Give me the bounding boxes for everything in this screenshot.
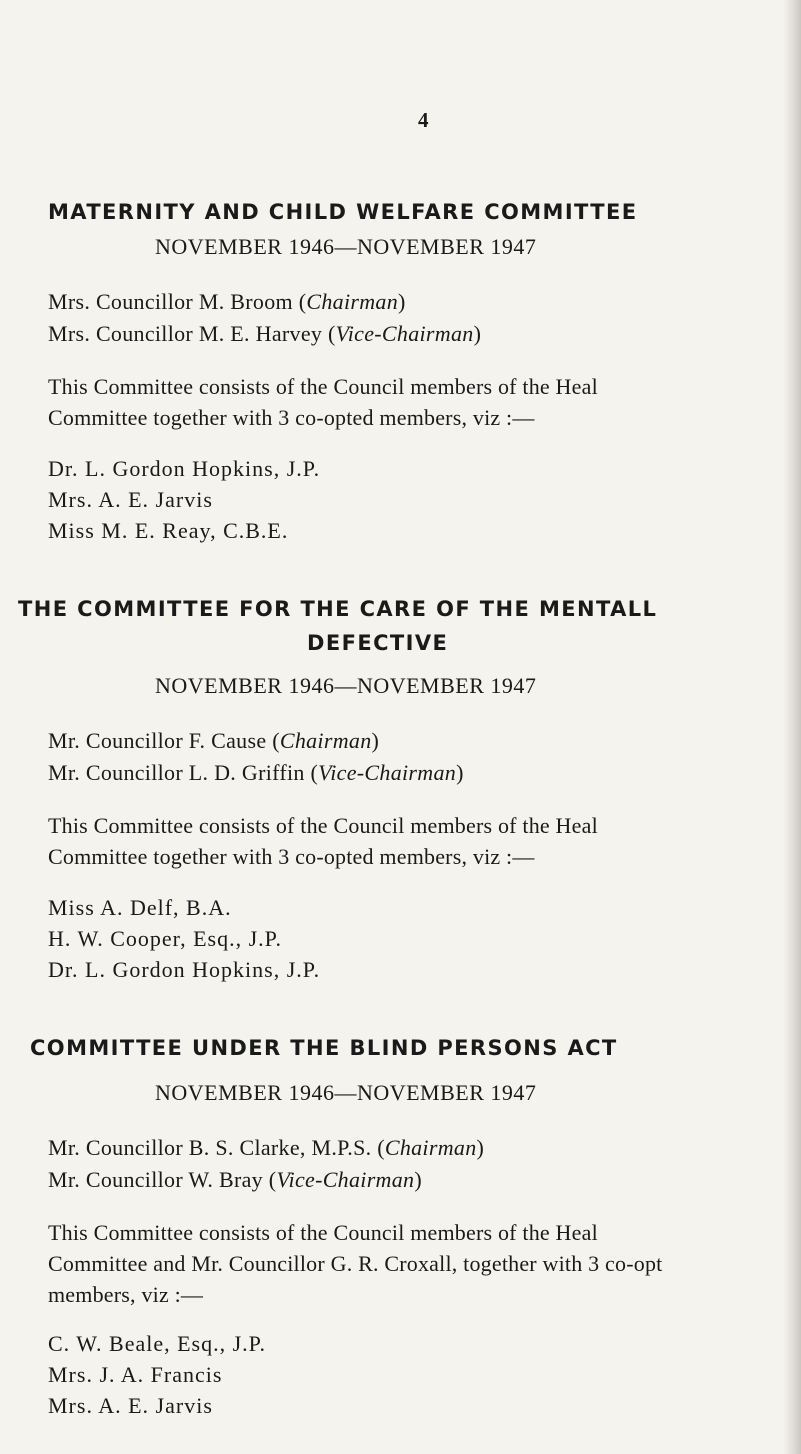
- chairman-role: Chairman: [279, 728, 372, 753]
- vice-chairman-role: Vice-Chairman: [276, 1167, 415, 1192]
- chairman-line: Mr. Councillor B. S. Clarke, M.P.S. (Chairman): [48, 1135, 485, 1160]
- co-opted-member: Mrs. A. E. Jarvis: [48, 1393, 213, 1418]
- paragraph-line: This Committee consists of the Council members of the Heal: [48, 813, 598, 838]
- paragraph-line: Committee and Mr. Councillor G. R. Croxall, together with 3 co-opt: [48, 1251, 663, 1276]
- co-opted-member: H. W. Cooper, Esq., J.P.: [48, 926, 282, 951]
- chairman-name: Mr. Councillor F. Cause: [48, 728, 267, 753]
- paragraph-line: Committee together with 3 co-opted members, viz :—: [48, 405, 535, 430]
- section-period: NOVEMBER 1946—NOVEMBER 1947: [155, 1080, 537, 1105]
- chairman-name: Mr. Councillor B. S. Clarke, M.P.S.: [48, 1135, 372, 1160]
- vice-chairman-line: Mrs. Councillor M. E. Harvey (Vice-Chairman): [48, 321, 482, 346]
- section-title: MATERNITY AND CHILD WELFARE COMMITTEE: [48, 200, 638, 224]
- section-title: COMMITTEE UNDER THE BLIND PERSONS ACT: [30, 1036, 618, 1060]
- co-opted-member: Miss M. E. Reay, C.B.E.: [48, 518, 289, 543]
- vice-chairman-role: Vice-Chairman: [335, 321, 474, 346]
- chairman-name: Mrs. Councillor M. Broom: [48, 289, 293, 314]
- paragraph-line: This Committee consists of the Council members of the Heal: [48, 374, 598, 399]
- vice-chairman-role: Vice-Chairman: [318, 760, 457, 785]
- co-opted-member: Mrs. J. A. Francis: [48, 1362, 223, 1387]
- chairman-line: Mr. Councillor F. Cause (Chairman): [48, 728, 380, 753]
- chairman-line: Mrs. Councillor M. Broom (Chairman): [48, 289, 406, 314]
- chairman-role: Chairman: [384, 1135, 477, 1160]
- co-opted-member: Mrs. A. E. Jarvis: [48, 487, 213, 512]
- vice-chairman-line: Mr. Councillor L. D. Griffin (Vice-Chairman): [48, 760, 464, 785]
- page-edge-shadow: [783, 0, 801, 1454]
- paragraph-line: Committee together with 3 co-opted members, viz :—: [48, 844, 535, 869]
- vice-chairman-name: Mr. Councillor L. D. Griffin: [48, 760, 305, 785]
- paragraph-line: This Committee consists of the Council members of the Heal: [48, 1220, 598, 1245]
- co-opted-member: C. W. Beale, Esq., J.P.: [48, 1331, 266, 1356]
- co-opted-member: Dr. L. Gordon Hopkins, J.P.: [48, 957, 321, 982]
- vice-chairman-name: Mrs. Councillor M. E. Harvey: [48, 321, 323, 346]
- co-opted-member: Dr. L. Gordon Hopkins, J.P.: [48, 456, 321, 481]
- vice-chairman-line: Mr. Councillor W. Bray (Vice-Chairman): [48, 1167, 422, 1192]
- chairman-role: Chairman: [306, 289, 399, 314]
- section-title: THE COMMITTEE FOR THE CARE OF THE MENTALL: [18, 597, 658, 621]
- co-opted-member: Miss A. Delf, B.A.: [48, 895, 232, 920]
- section-period: NOVEMBER 1946—NOVEMBER 1947: [155, 234, 537, 259]
- vice-chairman-name: Mr. Councillor W. Bray: [48, 1167, 263, 1192]
- section-title-line2: DEFECTIVE: [307, 631, 449, 655]
- section-period: NOVEMBER 1946—NOVEMBER 1947: [155, 673, 537, 698]
- paragraph-line: members, viz :—: [48, 1282, 204, 1307]
- page-number: 4: [418, 108, 429, 132]
